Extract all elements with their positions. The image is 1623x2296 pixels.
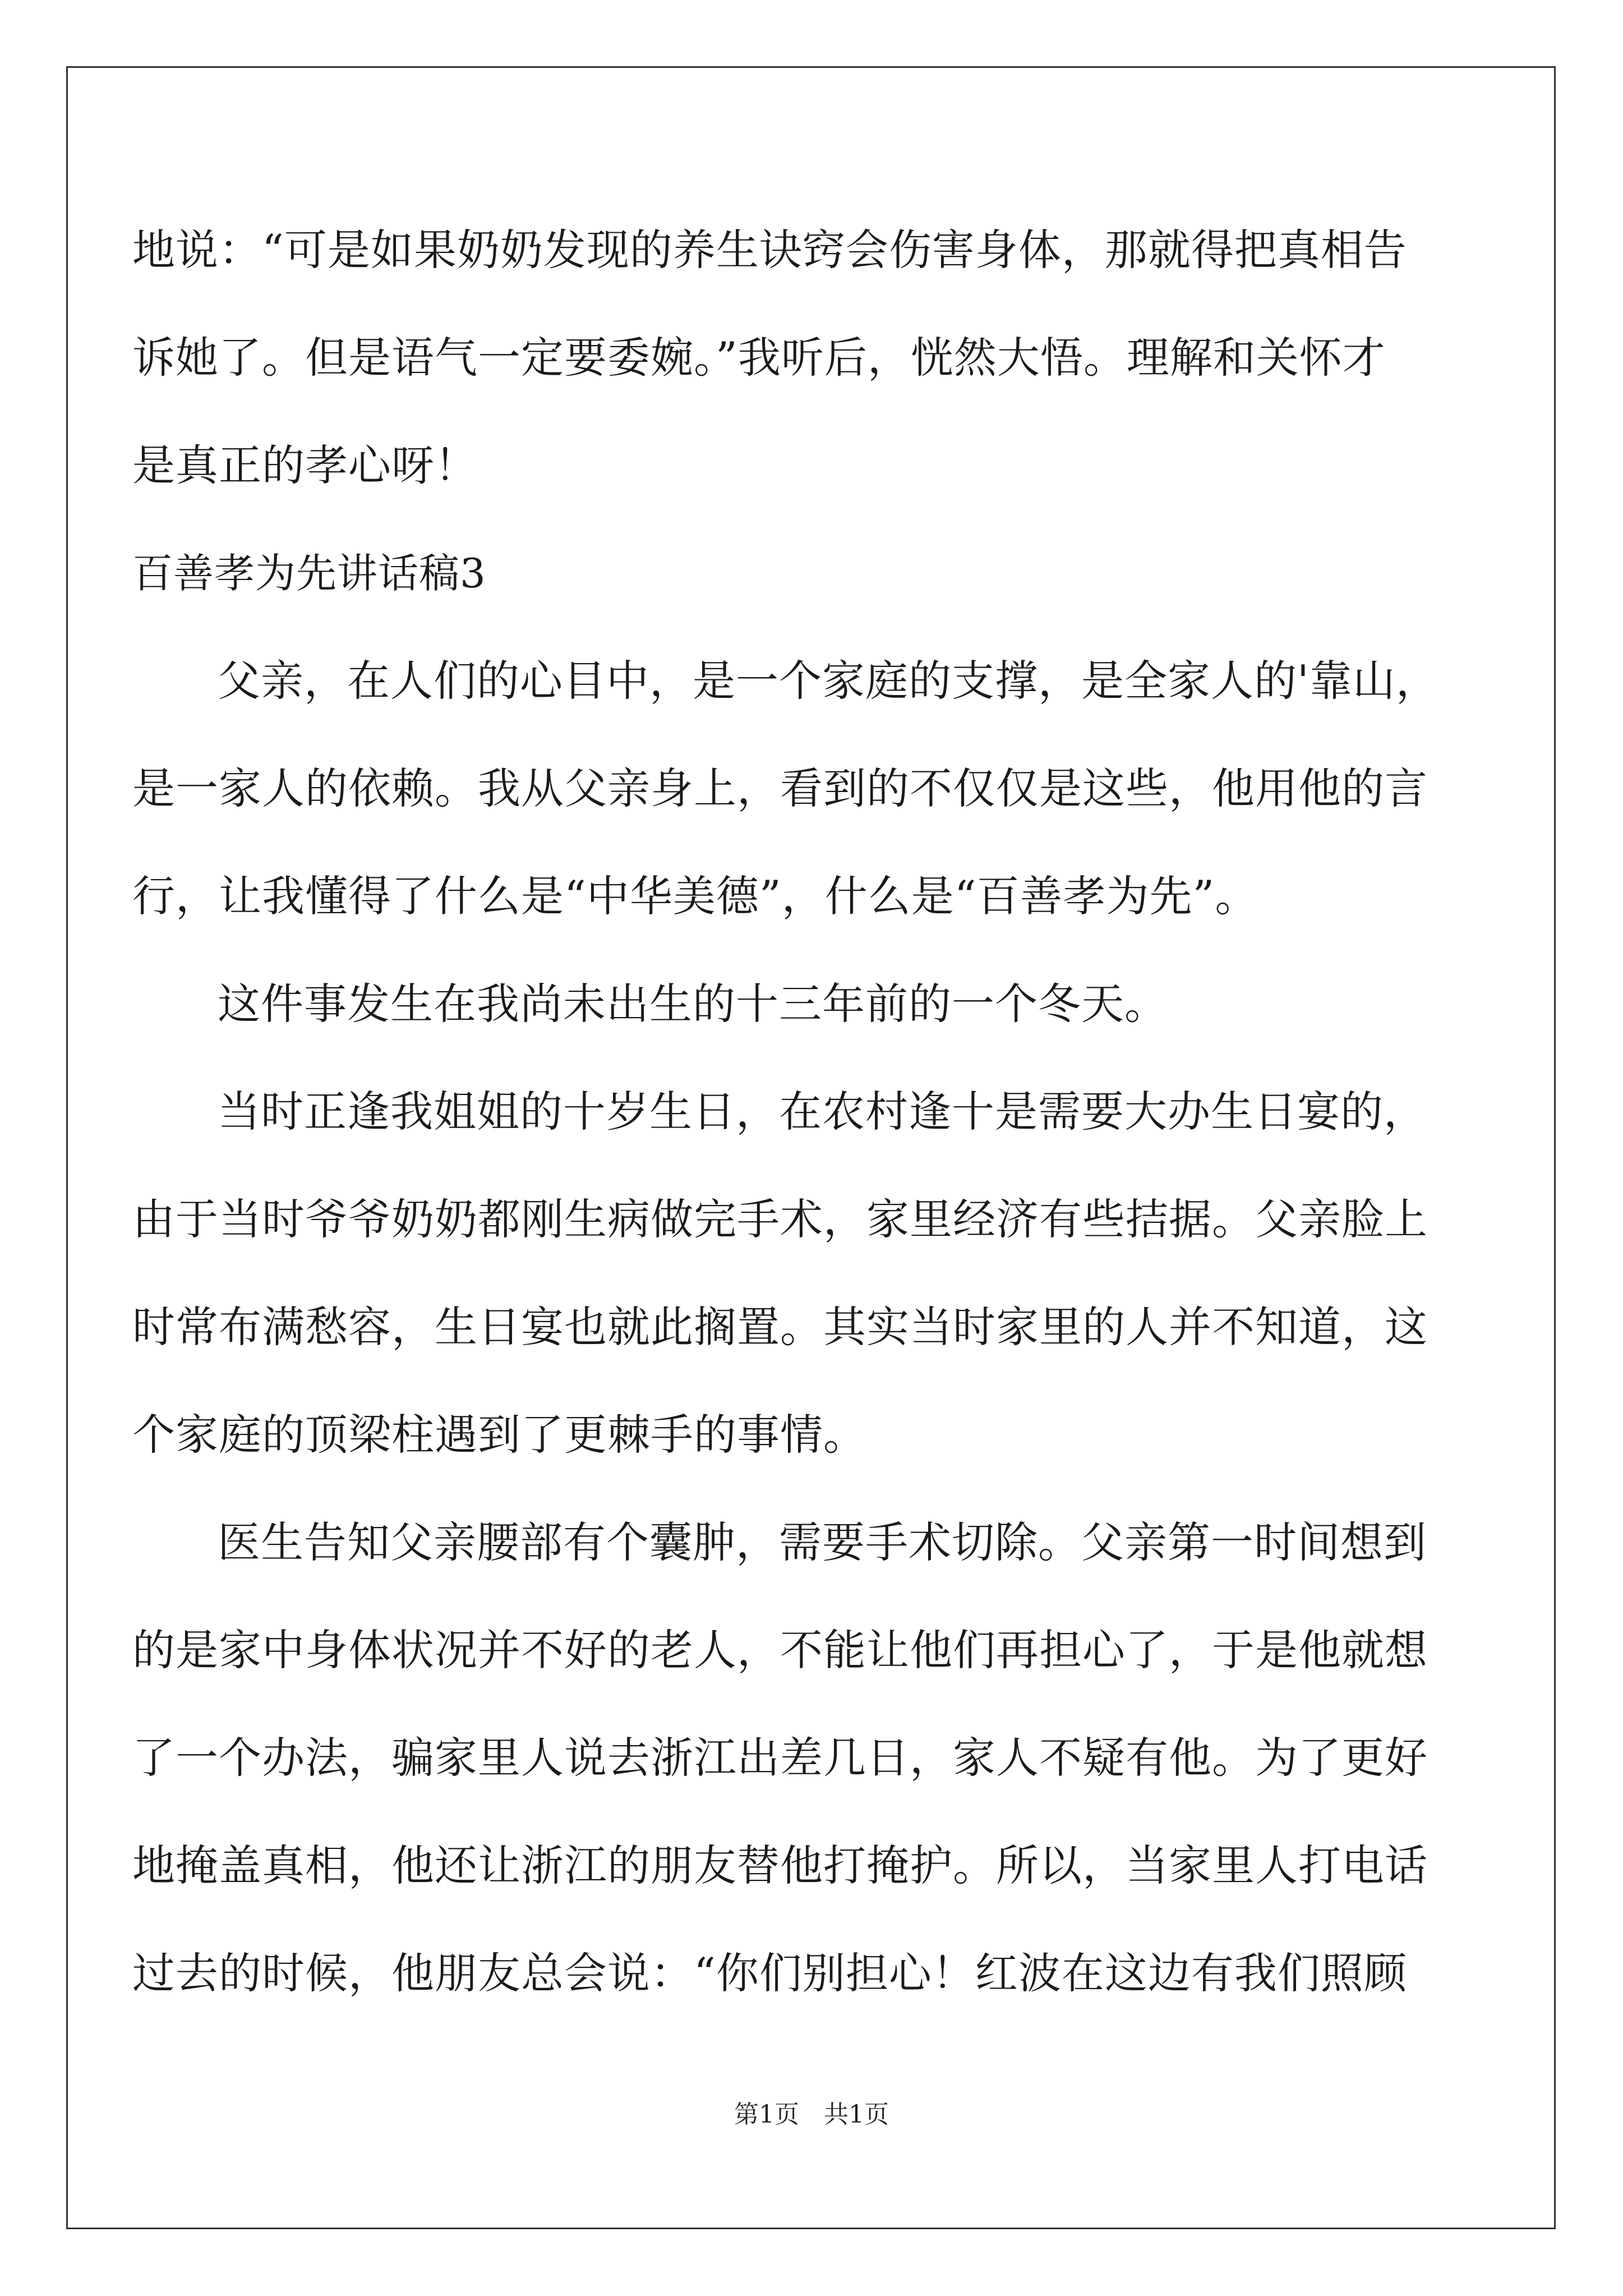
- text-line: 行，让我懂得了什么是“中华美德”，什么是“百善孝为先”。: [132, 871, 1258, 921]
- page-number-footer: 第1页 共1页: [734, 2100, 889, 2129]
- text-line: 个家庭的顶梁柱遇到了更棘手的事情。: [132, 1410, 866, 1460]
- text-line: 地说：“可是如果奶奶发现的养生诀窍会伤害身体，那就得把真相告: [132, 225, 1407, 275]
- document-body: [132, 196, 1490, 2027]
- text-line: 的是家中身体状况并不好的老人，不能让他们再担心了，于是他就想: [132, 1625, 1428, 1675]
- section-heading: 百善孝为先讲话稿3: [132, 550, 486, 597]
- text-line: 时常布满愁容，生日宴也就此搁置。其实当时家里的人并不知道，这: [132, 1302, 1428, 1352]
- text-line: 是真正的孝心呀！: [132, 440, 478, 490]
- text-line: 由于当时爷爷奶奶都刚生病做完手术，家里经济有些拮据。父亲脸上: [132, 1194, 1428, 1244]
- paragraph-first-line: 父亲，在人们的心目中，是一个家庭的支撑，是全家人的'靠山，: [218, 656, 1439, 706]
- paragraph-first-line: 这件事发生在我尚未出生的十三年前的一个冬天。: [218, 979, 1168, 1029]
- text-line: 诉她了。但是语气一定要委婉。”我听后，恍然大悟。理解和关怀才: [132, 333, 1386, 383]
- text-line: 过去的时候，他朋友总会说：“你们别担心！红波在这边有我们照顾: [132, 1948, 1407, 1998]
- text-line: 是一家人的依赖。我从父亲身上，看到的不仅仅是这些，他用他的言: [132, 763, 1428, 813]
- text-line: 了一个办法，骗家里人说去浙江出差几日，家人不疑有他。为了更好: [132, 1733, 1428, 1783]
- paragraph-first-line: 医生告知父亲腰部有个囊肿，需要手术切除。父亲第一时间想到: [218, 1517, 1427, 1567]
- text-line: 地掩盖真相，他还让浙江的朋友替他打掩护。所以，当家里人打电话: [132, 1841, 1428, 1890]
- paragraph-first-line: 当时正逢我姐姐的十岁生日，在农村逢十是需要大办生日宴的，: [218, 1087, 1427, 1137]
